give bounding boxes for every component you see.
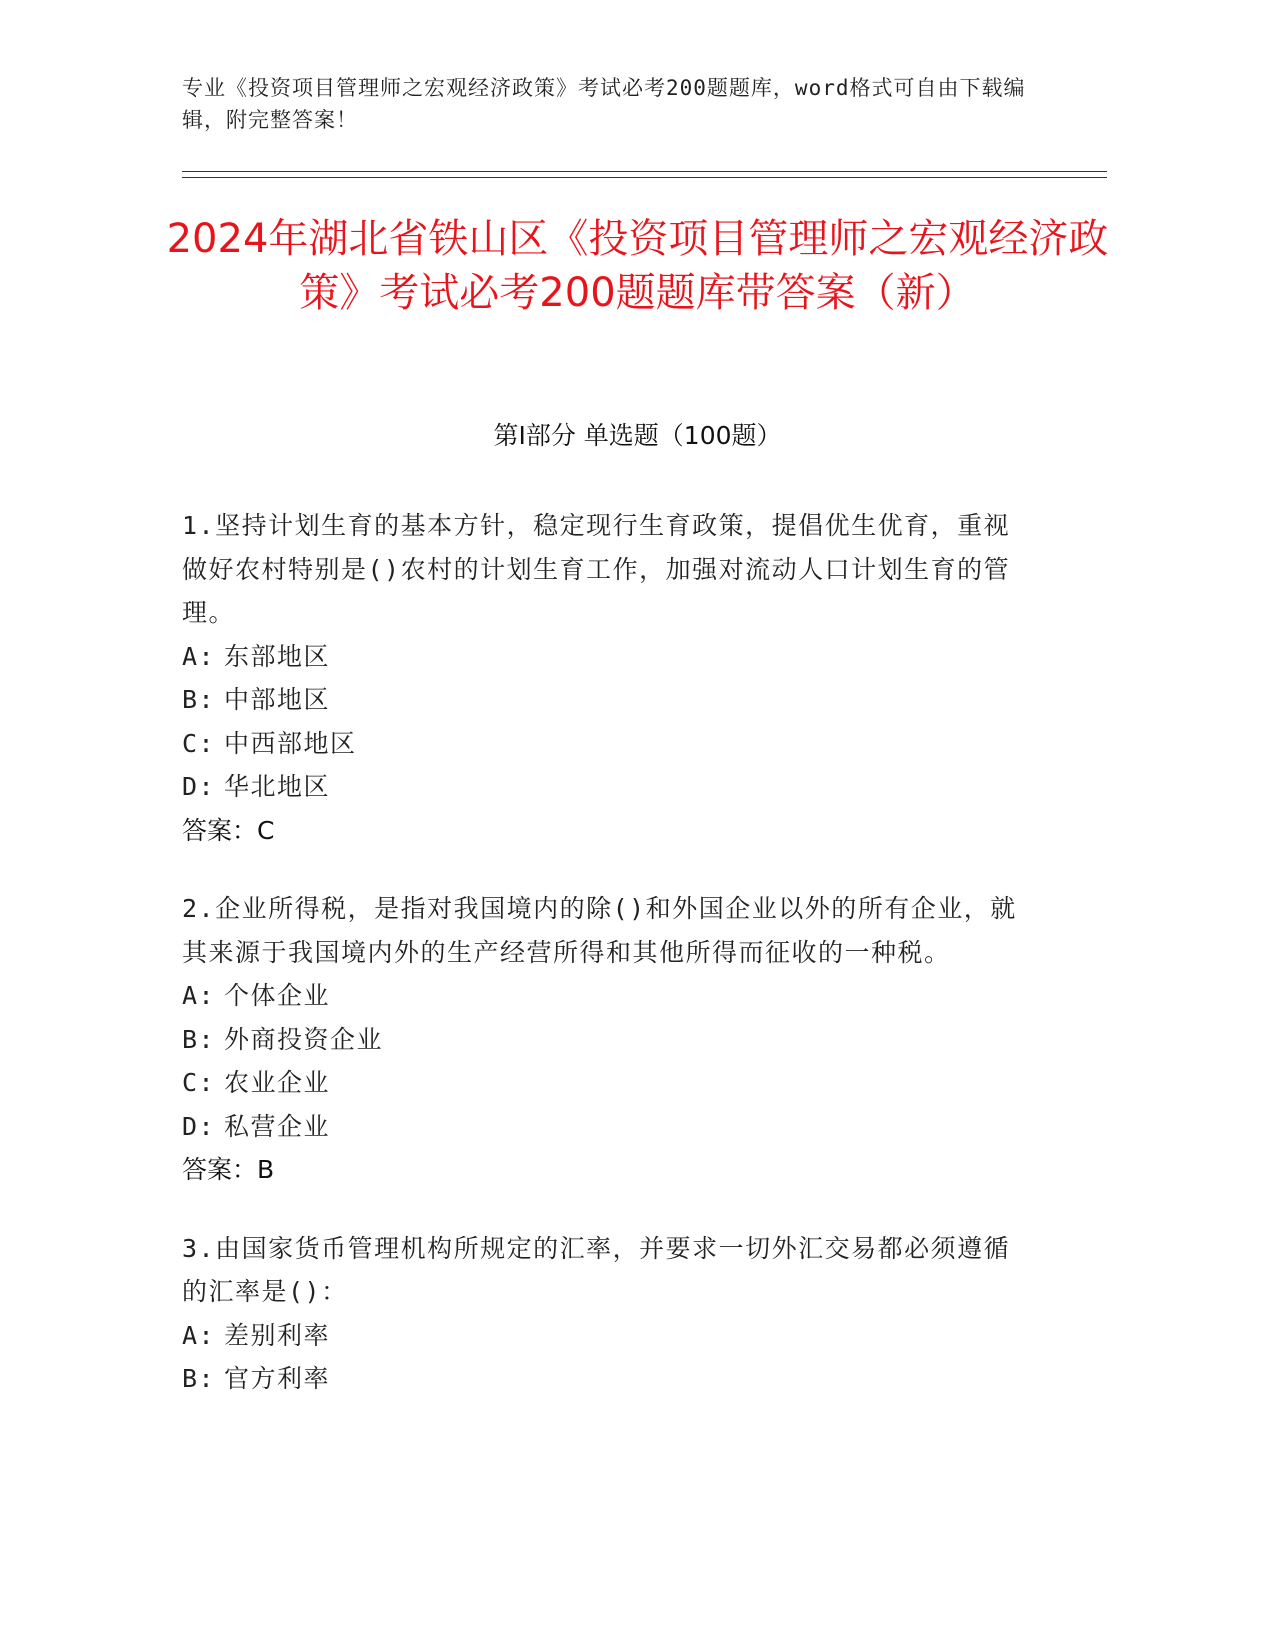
option-text: 差别利率	[224, 1320, 331, 1350]
option-text: 农业企业	[224, 1068, 331, 1097]
question-list	[182, 504, 1032, 1436]
header-divider-top	[182, 171, 1107, 172]
option-a	[182, 1314, 1032, 1358]
option-key: B:	[182, 1024, 216, 1054]
option-a	[182, 974, 1032, 1018]
option-c	[182, 722, 1032, 766]
option-text: 东部地区	[224, 641, 331, 671]
question-3	[182, 1227, 1032, 1401]
answer-label: 答案：B	[182, 1155, 275, 1184]
question-stem: 3.由国家货币管理机构所规定的汇率，并要求一切外汇交易都必须遵循的汇率是()：	[182, 1233, 1011, 1306]
option-d	[182, 765, 1032, 809]
option-text: 华北地区	[224, 772, 331, 801]
option-key: D:	[182, 1111, 216, 1141]
header-note: 专业《投资项目管理师之宏观经济政策》考试必考200题题库，word格式可自由下载编辑，附完整答案！	[182, 76, 1026, 132]
option-key: A:	[182, 1320, 216, 1350]
option-b	[182, 678, 1032, 722]
section-heading: 第I部分 单选题（100题）	[493, 421, 782, 450]
option-text: 个体企业	[224, 981, 331, 1010]
option-b	[182, 1018, 1032, 1062]
option-key: A:	[182, 641, 216, 671]
option-c	[182, 1061, 1032, 1105]
option-text: 私营企业	[224, 1111, 331, 1141]
answer-label: 答案：C	[182, 815, 275, 845]
option-key: B:	[182, 1364, 216, 1393]
option-text: 外商投资企业	[224, 1024, 384, 1054]
question-1	[182, 504, 1032, 852]
option-text: 中西部地区	[224, 728, 357, 758]
option-d	[182, 1105, 1032, 1149]
question-stem: 2.企业所得税，是指对我国境内的除()和外国企业以外的所有企业，就其来源于我国境内外的生产经营所得和其他所得而征收的一种税。	[182, 894, 1017, 967]
question-stem: 1.坚持计划生育的基本方针，稳定现行生育政策，提倡优生优育，重视做好农村特别是()农村的计划生育工作，加强对流动人口计划生育的管理。	[182, 511, 1011, 627]
option-text: 官方利率	[224, 1364, 331, 1393]
question-2	[182, 887, 1032, 1192]
option-key: A:	[182, 981, 216, 1010]
option-key: B:	[182, 685, 216, 714]
option-b	[182, 1357, 1032, 1401]
option-key: C:	[182, 1068, 216, 1097]
option-text: 中部地区	[224, 685, 331, 714]
option-key: C:	[182, 728, 216, 758]
header-divider-bottom	[182, 177, 1107, 178]
option-a	[182, 635, 1032, 679]
document-title: 2024年湖北省铁山区《投资项目管理师之宏观经济政策》考试必考200题题库带答案（新）	[166, 216, 1109, 316]
option-key: D:	[182, 772, 216, 801]
